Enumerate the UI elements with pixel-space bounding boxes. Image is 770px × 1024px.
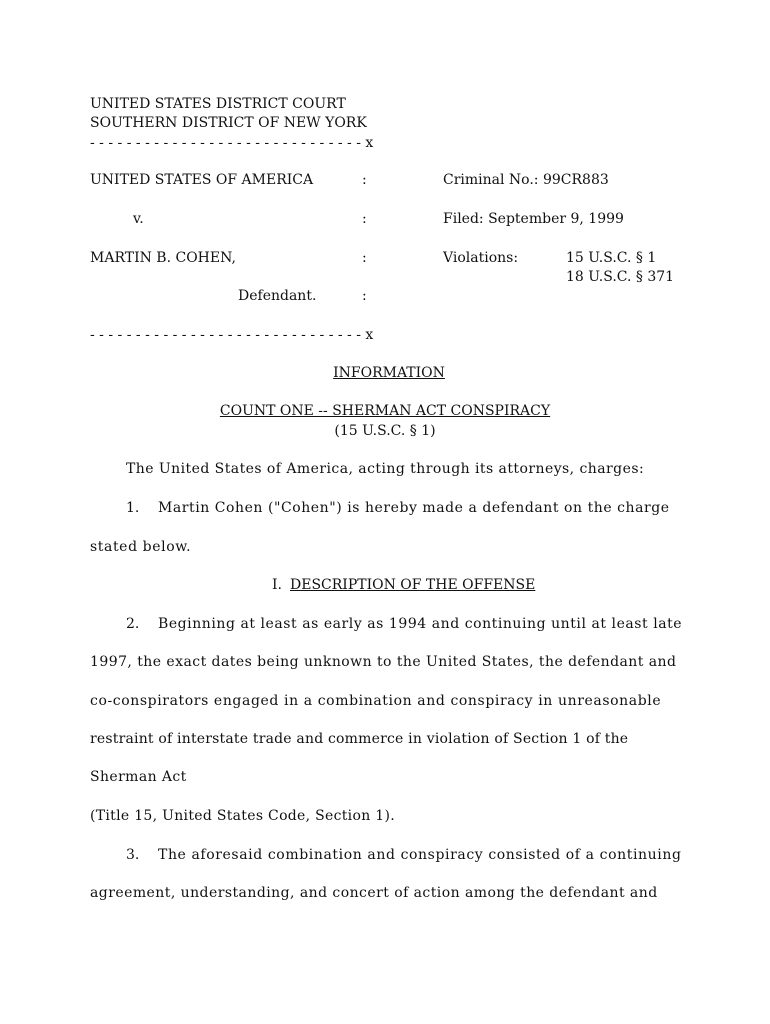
paragraph-2-line: restraint of interstate trade and commerce in violation of Section 1 of the — [90, 731, 629, 747]
caption-top-separator: - - - - - - - - - - - - - - - - - - - - - - - - - - - - - - x — [90, 135, 374, 151]
court-name-line2: SOUTHERN DISTRICT OF NEW YORK — [90, 115, 367, 131]
paragraph-2-line: Sherman Act — [90, 769, 187, 785]
plaintiff-name: UNITED STATES OF AMERICA — [90, 172, 314, 188]
paragraph-2-line: (Title 15, United States Code, Section 1). — [90, 808, 395, 824]
paragraph-1-line: Martin Cohen ("Cohen") is hereby made a defendant on the charge — [158, 500, 670, 516]
criminal-number: Criminal No.: 99CR883 — [443, 172, 609, 188]
paragraph-2-line: 1997, the exact dates being unknown to the United States, the defendant and — [90, 654, 677, 670]
violations-label: Violations: — [443, 250, 519, 266]
violation-statute-2: 18 U.S.C. § 371 — [566, 269, 675, 285]
court-name-line1: UNITED STATES DISTRICT COURT — [90, 96, 346, 112]
paragraph-3-line: The aforesaid combination and conspiracy consisted of a continuing — [158, 847, 682, 863]
paragraph-number: 1. — [126, 500, 140, 516]
versus-label: v. — [133, 211, 144, 227]
caption-bottom-separator: - - - - - - - - - - - - - - - - - - - - - - - - - - - - - - x — [90, 327, 374, 343]
caption-colon: : — [362, 211, 367, 227]
caption-colon: : — [362, 250, 367, 266]
document-title: INFORMATION — [333, 365, 445, 381]
paragraph-2-line: co-conspirators engaged in a combination and conspiracy in unreasonable — [90, 693, 662, 709]
section-number: I. — [272, 577, 282, 593]
paragraph-1-line: stated below. — [90, 539, 192, 555]
filed-date: Filed: September 9, 1999 — [443, 211, 624, 227]
intro-paragraph: The United States of America, acting through its attorneys, charges: — [126, 461, 645, 477]
count-heading: COUNT ONE -- SHERMAN ACT CONSPIRACY — [219, 403, 551, 419]
section-heading: DESCRIPTION OF THE OFFENSE — [290, 577, 536, 593]
defendant-label: Defendant. — [238, 288, 317, 304]
caption-colon: : — [362, 172, 367, 188]
count-citation: (15 U.S.C. § 1) — [334, 423, 436, 439]
paragraph-number: 2. — [126, 616, 140, 632]
paragraph-3-line: agreement, understanding, and concert of action among the defendant and — [90, 885, 658, 901]
paragraph-number: 3. — [126, 847, 140, 863]
defendant-name: MARTIN B. COHEN, — [90, 250, 236, 266]
violation-statute-1: 15 U.S.C. § 1 — [566, 250, 657, 266]
paragraph-2-line: Beginning at least as early as 1994 and continuing until at least late — [158, 616, 683, 632]
caption-colon: : — [362, 288, 367, 304]
